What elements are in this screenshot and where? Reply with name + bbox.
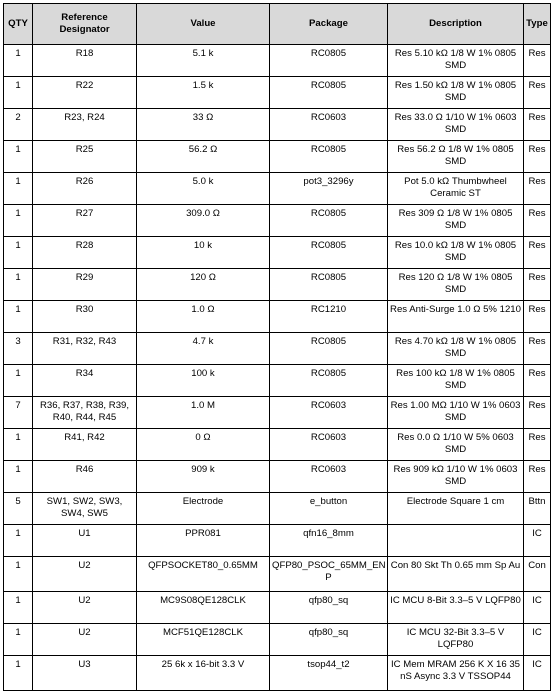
table-row: [4, 429, 551, 461]
table-row: [4, 77, 551, 109]
cell-ref: R31, R32, R43: [33, 333, 137, 365]
header-row: [4, 4, 551, 45]
table-row: [4, 269, 551, 301]
cell-description: IC MCU 32-Bit 3.3–5 V LQFP80: [388, 624, 524, 656]
cell-type: IC: [524, 656, 551, 691]
cell-package: RC0805: [270, 45, 388, 77]
cell-qty: 2: [4, 109, 33, 141]
cell-package: QFP80_PSOC_65MM_EN P: [270, 557, 388, 592]
cell-qty: 1: [4, 205, 33, 237]
cell-description: Res 100 kΩ 1/8 W 1% 0805 SMD: [388, 365, 524, 397]
cell-ref: U1: [33, 525, 137, 557]
cell-package: RC0805: [270, 237, 388, 269]
cell-type: Con: [524, 557, 551, 592]
cell-qty: 1: [4, 624, 33, 656]
cell-description: Res 120 Ω 1/8 W 1% 0805 SMD: [388, 269, 524, 301]
cell-package: RC0805: [270, 205, 388, 237]
cell-description: Res 4.70 kΩ 1/8 W 1% 0805 SMD: [388, 333, 524, 365]
cell-ref: U2: [33, 557, 137, 592]
cell-type: IC: [524, 624, 551, 656]
cell-package: qfn16_8mm: [270, 525, 388, 557]
cell-description: Res Anti-Surge 1.0 Ω 5% 1210: [388, 301, 524, 333]
cell-package: RC0603: [270, 397, 388, 429]
cell-qty: 1: [4, 77, 33, 109]
cell-description: Res 1.50 kΩ 1/8 W 1% 0805 SMD: [388, 77, 524, 109]
cell-ref: U2: [33, 592, 137, 624]
table-row: [4, 301, 551, 333]
cell-ref: U2: [33, 624, 137, 656]
cell-type: Res: [524, 237, 551, 269]
cell-ref: R22: [33, 77, 137, 109]
cell-qty: 1: [4, 301, 33, 333]
cell-package: RC0805: [270, 365, 388, 397]
cell-description: Pot 5.0 kΩ Thumbwheel Ceramic ST: [388, 173, 524, 205]
cell-package: RC0805: [270, 333, 388, 365]
cell-type: Res: [524, 109, 551, 141]
cell-description: IC Mem MRAM 256 K X 16 35 nS Async 3.3 V TSSOP44: [388, 656, 524, 691]
cell-package: RC0603: [270, 429, 388, 461]
header-package: Package: [270, 4, 388, 45]
cell-description: Res 309 Ω 1/8 W 1% 0805 SMD: [388, 205, 524, 237]
table-row: [4, 205, 551, 237]
cell-qty: 5: [4, 493, 33, 525]
table-row: [4, 141, 551, 173]
cell-value: QFPSOCKET80_0.65MM: [137, 557, 270, 592]
cell-description: Electrode Square 1 cm: [388, 493, 524, 525]
table-row: [4, 461, 551, 493]
cell-qty: 1: [4, 429, 33, 461]
cell-type: Bttn: [524, 493, 551, 525]
cell-type: Res: [524, 173, 551, 205]
cell-value: 33 Ω: [137, 109, 270, 141]
cell-value: 56.2 Ω: [137, 141, 270, 173]
cell-qty: 1: [4, 269, 33, 301]
cell-qty: 1: [4, 45, 33, 77]
table-row: [4, 525, 551, 557]
cell-value: 5.1 k: [137, 45, 270, 77]
cell-ref: R23, R24: [33, 109, 137, 141]
cell-qty: 1: [4, 365, 33, 397]
header-value: Value: [137, 4, 270, 45]
cell-qty: 1: [4, 237, 33, 269]
cell-package: tsop44_t2: [270, 656, 388, 691]
cell-ref: R26: [33, 173, 137, 205]
cell-package: RC0805: [270, 141, 388, 173]
cell-qty: 7: [4, 397, 33, 429]
cell-value: 0 Ω: [137, 429, 270, 461]
cell-type: Res: [524, 77, 551, 109]
cell-qty: 1: [4, 461, 33, 493]
cell-package: RC0603: [270, 461, 388, 493]
cell-description: Res 5.10 kΩ 1/8 W 1% 0805 SMD: [388, 45, 524, 77]
cell-package: qfp80_sq: [270, 624, 388, 656]
cell-type: IC: [524, 592, 551, 624]
cell-description: Con 80 Skt Th 0.65 mm Sp Au: [388, 557, 524, 592]
cell-type: Res: [524, 141, 551, 173]
cell-value: 10 k: [137, 237, 270, 269]
cell-description: Res 10.0 kΩ 1/8 W 1% 0805 SMD: [388, 237, 524, 269]
cell-ref: R18: [33, 45, 137, 77]
cell-value: 25 6k x 16-bit 3.3 V: [137, 656, 270, 691]
table-row: [4, 173, 551, 205]
cell-ref: R30: [33, 301, 137, 333]
cell-qty: 1: [4, 173, 33, 205]
cell-ref: R34: [33, 365, 137, 397]
header-reference-designator: Reference Designator: [33, 4, 137, 45]
cell-description: Res 1.00 MΩ 1/10 W 1% 0603 SMD: [388, 397, 524, 429]
table-row: [4, 557, 551, 592]
cell-package: RC1210: [270, 301, 388, 333]
cell-value: MC9S08QE128CLK: [137, 592, 270, 624]
cell-qty: 1: [4, 592, 33, 624]
table-row: [4, 333, 551, 365]
cell-value: 5.0 k: [137, 173, 270, 205]
cell-package: RC0805: [270, 77, 388, 109]
cell-qty: 1: [4, 656, 33, 691]
cell-description: [388, 525, 524, 557]
cell-description: Res 33.0 Ω 1/10 W 1% 0603 SMD: [388, 109, 524, 141]
cell-type: Res: [524, 365, 551, 397]
cell-ref: SW1, SW2, SW3, SW4, SW5: [33, 493, 137, 525]
cell-description: Res 56.2 Ω 1/8 W 1% 0805 SMD: [388, 141, 524, 173]
table-row: [4, 397, 551, 429]
header-qty: QTY: [4, 4, 33, 45]
cell-package: e_button: [270, 493, 388, 525]
header-description: Description: [388, 4, 524, 45]
cell-type: Res: [524, 429, 551, 461]
cell-ref: R36, R37, R38, R39, R40, R44, R45: [33, 397, 137, 429]
cell-ref: R28: [33, 237, 137, 269]
table-row: [4, 109, 551, 141]
cell-type: Res: [524, 205, 551, 237]
cell-value: 909 k: [137, 461, 270, 493]
cell-value: PPR081: [137, 525, 270, 557]
cell-package: RC0603: [270, 109, 388, 141]
cell-type: Res: [524, 333, 551, 365]
cell-ref: U3: [33, 656, 137, 691]
table-row: [4, 493, 551, 525]
table-row: [4, 45, 551, 77]
cell-type: Res: [524, 301, 551, 333]
cell-qty: 3: [4, 333, 33, 365]
cell-value: MCF51QE128CLK: [137, 624, 270, 656]
table-row: [4, 237, 551, 269]
table-row: [4, 365, 551, 397]
cell-package: pot3_3296y: [270, 173, 388, 205]
cell-type: Res: [524, 461, 551, 493]
cell-ref: R29: [33, 269, 137, 301]
cell-description: Res 909 kΩ 1/10 W 1% 0603 SMD: [388, 461, 524, 493]
cell-value: 1.0 M: [137, 397, 270, 429]
cell-value: Electrode: [137, 493, 270, 525]
cell-value: 309.0 Ω: [137, 205, 270, 237]
cell-ref: R46: [33, 461, 137, 493]
cell-type: Res: [524, 397, 551, 429]
cell-ref: R41, R42: [33, 429, 137, 461]
cell-type: IC: [524, 525, 551, 557]
cell-description: IC MCU 8-Bit 3.3–5 V LQFP80: [388, 592, 524, 624]
cell-value: 100 k: [137, 365, 270, 397]
cell-qty: 1: [4, 557, 33, 592]
table-row: [4, 656, 551, 691]
cell-package: RC0805: [270, 269, 388, 301]
cell-type: Res: [524, 45, 551, 77]
cell-value: 120 Ω: [137, 269, 270, 301]
cell-value: 1.0 Ω: [137, 301, 270, 333]
table-row: [4, 592, 551, 624]
table-row: [4, 624, 551, 656]
cell-type: Res: [524, 269, 551, 301]
cell-ref: R27: [33, 205, 137, 237]
cell-value: 1.5 k: [137, 77, 270, 109]
cell-value: 4.7 k: [137, 333, 270, 365]
bom-table: [3, 3, 551, 691]
cell-ref: R25: [33, 141, 137, 173]
cell-description: Res 0.0 Ω 1/10 W 5% 0603 SMD: [388, 429, 524, 461]
cell-qty: 1: [4, 141, 33, 173]
header-type: Type: [524, 4, 551, 45]
cell-qty: 1: [4, 525, 33, 557]
cell-package: qfp80_sq: [270, 592, 388, 624]
